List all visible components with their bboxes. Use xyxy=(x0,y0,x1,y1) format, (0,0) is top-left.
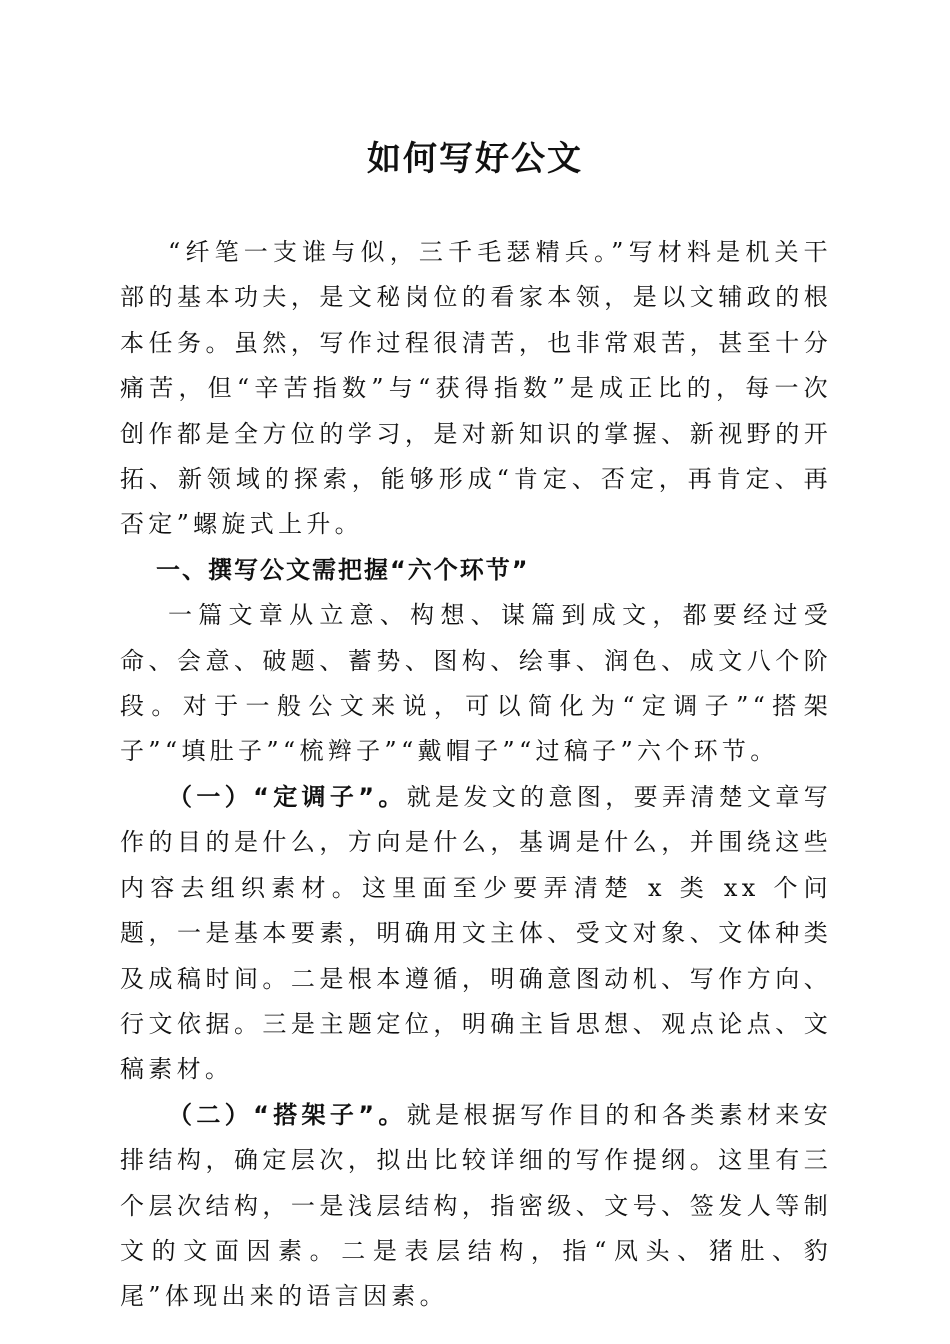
document-body xyxy=(120,230,832,1320)
subsection-1-heading: （一）“定调子”。 xyxy=(168,782,407,811)
subsection-2-paragraph xyxy=(120,1093,832,1320)
section-heading-1: 一、撰写公文需把握“六个环节” xyxy=(156,555,530,584)
document-title: 如何写好公文 xyxy=(367,139,583,179)
intro-paragraph: “纤笔一支谁与似，三千毛瑟精兵。”写材料是机关干部的基本功夫，是文秘岗位的看家本领，是以文辅政的根本任务。虽然，写作过程很清苦，也非常艰苦，甚至十分痛苦，但“辛苦指数”与“获得指数”是成正比的，每一次创作都是全方位的学习，是对新知识的掌握、新视野的开拓、新领域的探索，能够形成“肯定、否定，再肯定、再否定”螺旋式上升。 xyxy=(120,238,832,539)
section-1-paragraph: 一篇文章从立意、构想、谋篇到成文，都要经过受命、会意、破题、蓄势、图构、绘事、润色、成文八个阶段。对于一般公文来说，可以简化为“定调子”“搭架子”“填肚子”“梳辫子”“戴帽子”“过稿子”六个环节。 xyxy=(120,601,832,766)
subsection-1-paragraph xyxy=(120,775,832,1093)
subsection-2-heading: （二）“搭架子”。 xyxy=(168,1100,407,1129)
subsection-2-text: 就是根据写作目的和各类素材来安排结构，确定层次，拟出比较详细的写作提纲。这里有三个层次结构，一是浅层结构，指密级、文号、签发人等制文的文面因素。二是表层结构，指“凤头、猪肚、豹尾”体现出来的语言因素。 xyxy=(120,1100,833,1311)
subsection-1-text: 就是发文的意图，要弄清楚文章写作的目的是什么，方向是什么，基调是什么，并围绕这些内容去组织素材。这里面至少要弄清楚 x 类 xx 个问题，一是基本要素，明确用文主体、受文对象、文体种类及成稿时间。二是根本遵循，明确意图动机、写作方向、行文依据。三是主题定位，明确主旨思想、观点论点、文稿素材。 xyxy=(120,782,833,1084)
